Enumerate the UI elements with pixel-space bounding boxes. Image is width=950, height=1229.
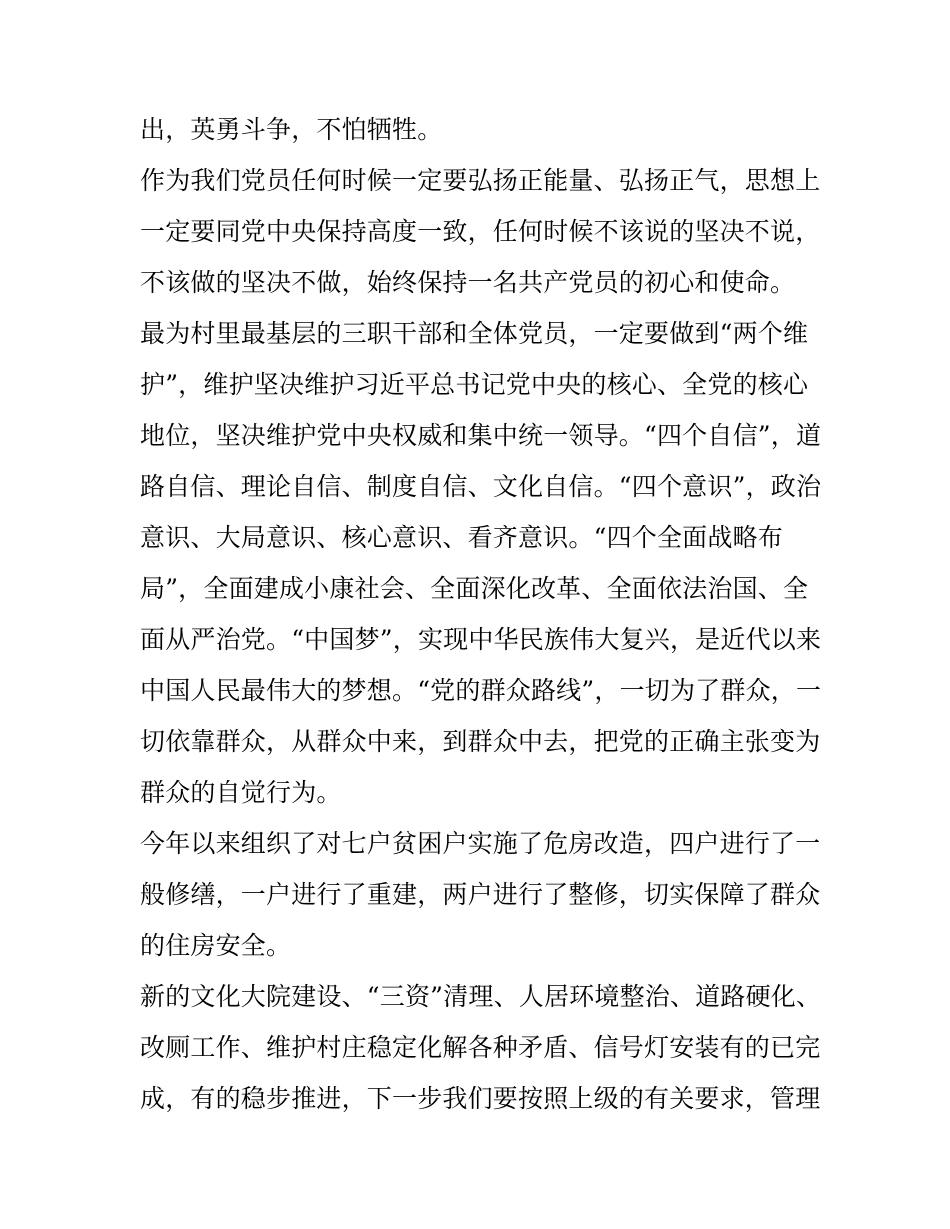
text-line: 今年以来组织了对七户贫困户实施了危房改造，四户进行了一 [140,829,821,858]
document-body [140,104,822,1124]
text-line: 出，英勇斗争，不怕牺牲。 [140,115,443,144]
text-line: 护”，维护坚决维护习近平总书记党中央的核心、全党的核心 [140,370,809,399]
text-line: 一定要同党中央保持高度一致，任何时候不该说的坚决不说， [140,217,821,246]
text-line: 局”，全面建成小康社会、全面深化改革、全面依法治国、全 [140,574,809,603]
text-line: 成，有的稳步推进，下一步我们要按照上级的有关要求，管理 [140,1084,821,1113]
text-line: 切依靠群众，从群众中来，到群众中去，把党的正确主张变为 [140,727,821,756]
text-line: 不该做的坚决不做，始终保持一名共产党员的初心和使命。 [140,268,796,297]
text-line: 路自信、理论自信、制度自信、文化自信。“四个意识”，政治 [140,472,822,501]
text-line: 最为村里最基层的三职干部和全体党员，一定要做到“两个维 [140,319,809,348]
text-line: 改厕工作、维护村庄稳定化解各种矛盾、信号灯安装有的已完 [140,1033,821,1062]
text-line: 般修缮，一户进行了重建，两户进行了整修，切实保障了群众 [140,880,821,909]
text-line: 中国人民最伟大的梦想。“党的群众路线”，一切为了群众，一 [140,676,822,705]
text-line: 意识、大局意识、核心意识、看齐意识。“四个全面战略布 [140,523,783,552]
text-line: 的住房安全。 [140,931,292,960]
text-line: 作为我们党员任何时候一定要弘扬正能量、弘扬正气，思想上 [140,166,821,195]
text-line: 面从严治党。“中国梦”，实现中华民族伟大复兴，是近代以来 [140,625,822,654]
text-line: 新的文化大院建设、“三资”清理、人居环境整治、道路硬化、 [140,982,822,1011]
text-line: 群众的自觉行为。 [140,778,342,807]
text-line: 地位，坚决维护党中央权威和集中统一领导。“四个自信”，道 [140,421,822,450]
